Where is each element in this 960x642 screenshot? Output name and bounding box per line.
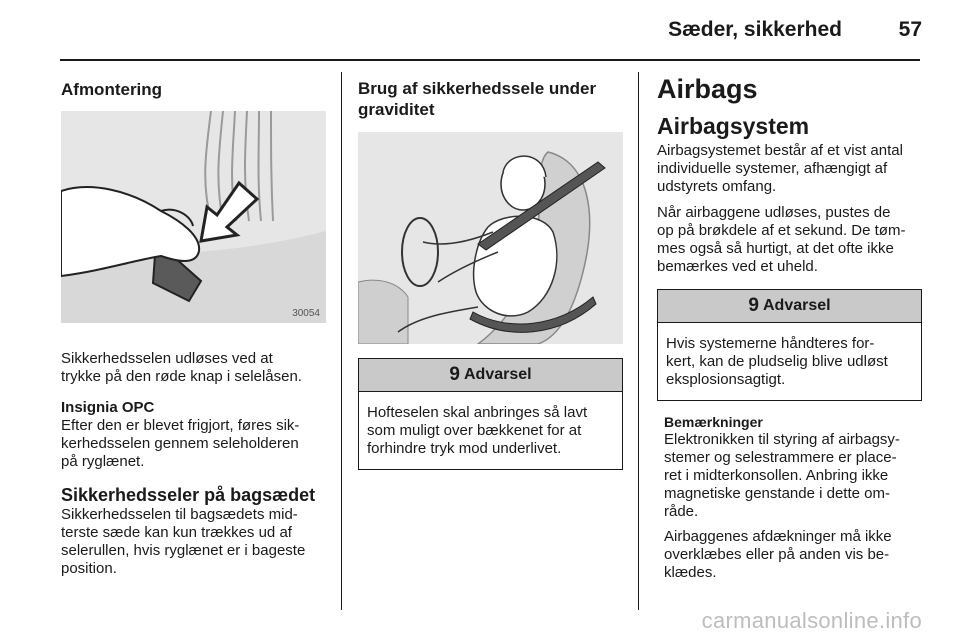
column-divider-2 <box>638 72 639 610</box>
text-line: bemærkes ved et uheld. <box>657 258 818 275</box>
text-line: Sikkerhedsselen til bagsædets mid- <box>61 506 298 523</box>
column-left <box>61 74 326 578</box>
warning-body <box>658 323 921 400</box>
notes-section <box>657 413 922 582</box>
text-line: Efter den er blevet frigjort, føres sik- <box>61 417 300 434</box>
text-line: selerullen, hvis ryglænet er i bageste <box>61 542 306 559</box>
heading-rear-seatbelts: Sikkerhedsseler på bagsædet <box>61 485 316 505</box>
paragraph-rear-seatbelts <box>61 506 326 578</box>
warning-box-airbags <box>657 289 922 401</box>
text-line: udstyrets omfang. <box>657 178 777 195</box>
text-line: terste sæde kan kun trækkes ud af <box>61 524 292 541</box>
text-line: trykke på den røde knap i selelåsen. <box>61 368 302 385</box>
warning-title: Advarsel <box>463 366 532 383</box>
column-middle <box>358 74 623 470</box>
text-line: mes også så hurtigt, at det ofte ikke <box>657 240 894 257</box>
text-line: Når airbaggene udløses, pustes de <box>657 204 891 221</box>
text-line: stemer og selestrammere er place- <box>664 449 897 466</box>
header-divider <box>60 59 920 61</box>
text-line: overklæbes eller på anden vis be- <box>664 546 890 563</box>
warning-body <box>359 392 622 469</box>
warning-header <box>359 359 622 392</box>
heading-line: graviditet <box>358 100 435 119</box>
text-line: råde. <box>664 503 699 520</box>
text-line: Hvis systemerne håndteres for- <box>666 335 875 352</box>
paragraph-deployment <box>657 204 922 276</box>
figure-number: 30054 <box>292 308 320 319</box>
text-line: op på brøkdele af et sekund. De tøm- <box>657 222 906 239</box>
heading-afmontering: Afmontering <box>61 80 163 99</box>
text-line: eksplosionsagtigt. <box>666 371 786 388</box>
text-line: individuelle systemer, afhængigt af <box>657 160 888 177</box>
text-line: forhindre tryk mod underlivet. <box>367 440 562 457</box>
text-line: magnetiske genstande i dette om- <box>664 485 890 502</box>
text-line: Elektronikken til styring af airbagsy- <box>664 431 900 448</box>
heading-pregnancy <box>358 78 623 120</box>
warning-box-pregnancy <box>358 358 623 470</box>
pregnant-driver-drawing <box>358 132 623 344</box>
text-line: kerhedsselen gennem seleholderen <box>61 435 299 452</box>
seatbelt-release-illustration <box>61 111 326 323</box>
text-line: Sikkerhedsselen udløses ved at <box>61 350 273 367</box>
hand-buckle-drawing <box>61 111 326 323</box>
watermark: carmanualsonline.info <box>701 608 922 633</box>
column-divider-1 <box>341 72 342 610</box>
warning-icon: 9 <box>748 295 759 316</box>
text-line: ret i midterkonsollen. Anbring ikke <box>664 467 889 484</box>
page-header <box>0 0 960 70</box>
warning-title: Advarsel <box>762 297 831 314</box>
subheading-insignia-opc: Insignia OPC <box>61 399 155 416</box>
heading-line: Brug af sikkerhedssele under <box>358 79 597 98</box>
text-line: klædes. <box>664 564 717 581</box>
notes-heading: Bemærkninger <box>664 414 763 430</box>
text-line: kert, kan de pludselig blive udløst <box>666 353 888 370</box>
text-line: position. <box>61 560 117 577</box>
page-number: 57 <box>898 18 922 41</box>
heading-airbags: Airbags <box>657 74 758 104</box>
heading-airbagsystem: Airbagsystem <box>657 113 810 139</box>
text-line: på ryglænet. <box>61 453 145 470</box>
paragraph-opc <box>61 399 326 471</box>
warning-header <box>658 290 921 323</box>
text-line: Airbagsystemet består af et vist antal <box>657 142 903 159</box>
paragraph-release <box>61 350 326 386</box>
section-title: Sæder, sikkerhed <box>668 18 842 41</box>
text-line: Hofteselen skal anbringes så lavt <box>367 404 588 421</box>
text-line: som muligt over bækkenet for at <box>367 422 582 439</box>
warning-icon: 9 <box>449 364 460 385</box>
text-line: Airbaggenes afdækninger må ikke <box>664 528 892 545</box>
column-right <box>657 74 922 582</box>
paragraph-airbagsystem <box>657 142 922 196</box>
pregnant-driver-illustration <box>358 132 623 344</box>
